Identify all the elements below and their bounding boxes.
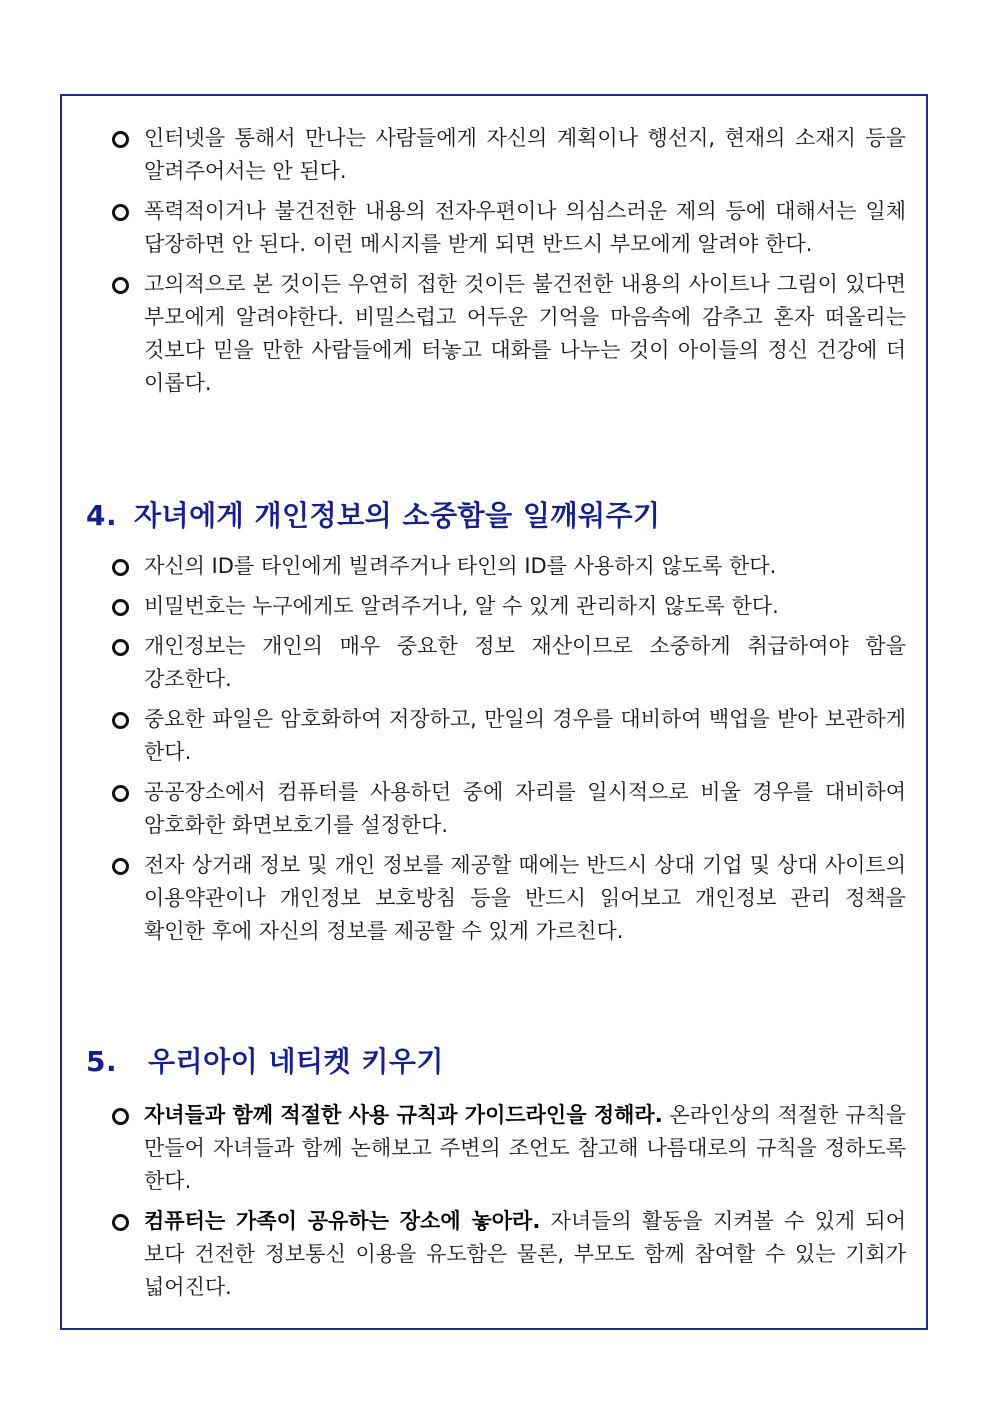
list-item <box>110 122 906 188</box>
list-item <box>110 630 906 696</box>
circle-bullet-icon <box>112 204 129 221</box>
circle-bullet-icon <box>112 131 129 148</box>
list-item-text: 중요한 파일은 암호화하여 저장하고, 만일의 경우를 대비하여 백업을 받아 보관하게 한다. <box>144 707 906 764</box>
page-frame <box>60 94 928 1330</box>
list-item-text: 온라인상의 적절한 규칙을 만들어 자녀들과 함께 논해보고 주변의 조언도 참고해 나름대로의 규칙을 정하도록 한다. <box>144 1103 907 1193</box>
circle-bullet-icon <box>112 559 129 576</box>
circle-bullet-icon <box>112 599 129 616</box>
section-number: 5. <box>86 1045 118 1078</box>
list-item-text: 개인정보는 개인의 매우 중요한 정보 재산이므로 소중하게 취급하여야 함을 강조한다. <box>144 634 906 691</box>
list-item <box>110 849 906 948</box>
list-item-lead: 컴퓨터는 가족이 공유하는 장소에 놓아라. <box>144 1209 541 1233</box>
circle-bullet-icon <box>112 785 129 802</box>
section-4-heading <box>86 494 661 534</box>
list-item <box>110 195 906 261</box>
list-item <box>110 268 906 400</box>
list-item-text: 고의적으로 본 것이든 우연히 접한 것이든 불건전한 내용의 사이트나 그림이 있다면 부모에게 알려야한다. 비밀스럽고 어두운 기억을 마음속에 감추고 혼자 떠올리는 것보다 믿을 만한 사람들에게 터놓고 대화를 나누는 것이 아이들의 정신 건강에 더 이롭다. <box>144 272 906 395</box>
list-item <box>110 590 906 623</box>
list-item-text: 공공장소에서 컴퓨터를 사용하던 중에 자리를 일시적으로 비울 경우를 대비하여 암호화한 화면보호기를 설정한다. <box>144 780 906 837</box>
section-title: 우리아이 네티켓 키우기 <box>148 1045 444 1078</box>
list-item <box>110 1205 906 1304</box>
list-item-text: 인터넷을 통해서 만나는 사람들에게 자신의 계획이나 행선지, 현재의 소재지 등을 알려주어서는 안 된다. <box>144 126 906 183</box>
list-item-text: 전자 상거래 정보 및 개인 정보를 제공할 때에는 반드시 상대 기업 및 상대 사이트의 이용약관이나 개인정보 보호방침 등을 반드시 읽어보고 개인정보 관리 정책을 확인한 후에 자신의 정보를 제공할 수 있게 가르친다. <box>144 853 906 943</box>
list-item-text: 자신의 ID를 타인에게 빌려주거나 타인의 ID를 사용하지 않도록 한다. <box>144 554 777 578</box>
list-item-text: 자녀들의 활동을 지켜볼 수 있게 되어 보다 건전한 정보통신 이용을 유도함은 물론, 부모도 함께 참여할 수 있는 기회가 넓어진다. <box>144 1209 906 1299</box>
intro-list <box>62 122 926 407</box>
circle-bullet-icon <box>112 858 129 875</box>
section-4-list <box>62 550 926 955</box>
circle-bullet-icon <box>112 1214 129 1231</box>
list-item <box>110 550 906 583</box>
section-5-heading <box>86 1040 444 1080</box>
list-item <box>110 703 906 769</box>
section-title: 자녀에게 개인정보의 소중함을 일깨워주기 <box>134 499 661 532</box>
list-item-lead: 자녀들과 함께 적절한 사용 규칙과 가이드라인을 정해라. <box>144 1103 663 1127</box>
list-item-text: 비밀번호는 누구에게도 알려주거나, 알 수 있게 관리하지 않도록 한다. <box>144 594 779 618</box>
section-number: 4. <box>86 499 118 532</box>
circle-bullet-icon <box>112 639 129 656</box>
circle-bullet-icon <box>112 1108 129 1125</box>
section-5-list <box>62 1099 926 1311</box>
list-item <box>110 1099 906 1198</box>
list-item-text: 폭력적이거나 불건전한 내용의 전자우편이나 의심스러운 제의 등에 대해서는 일체 답장하면 안 된다. 이런 메시지를 받게 되면 반드시 부모에게 알려야 한다. <box>144 199 906 256</box>
list-item <box>110 776 906 842</box>
circle-bullet-icon <box>112 277 129 294</box>
circle-bullet-icon <box>112 712 129 729</box>
